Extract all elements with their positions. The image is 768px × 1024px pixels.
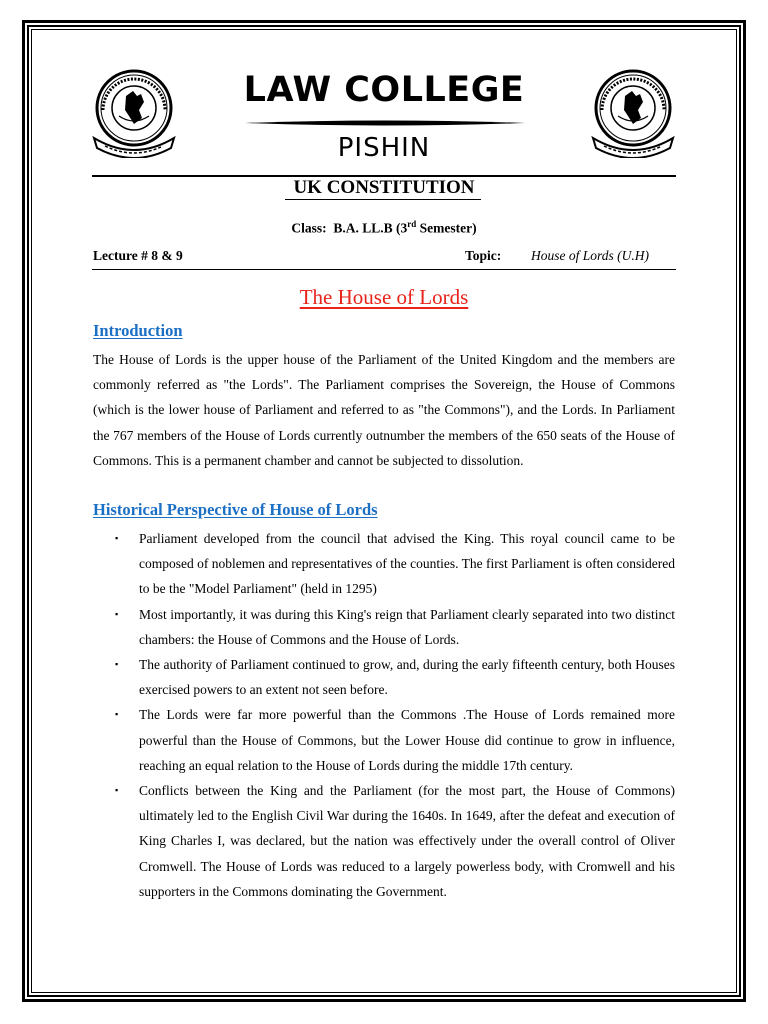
bullet-icon: ▪ [115,709,119,720]
class-value-end: Semester) [416,220,477,236]
document-title [93,283,675,311]
introduction-heading: Introduction [93,321,183,340]
document-title-text: The House of Lords [299,285,469,309]
class-label: Class: [291,220,327,236]
list-item [93,702,675,778]
list-item-text: The authority of Parliament continued to grow, and, during the early fifteenth century, both Houses exercised powers to an extent not seen before. [139,657,675,698]
class-value: B.A. LL.B (3 [333,220,408,236]
course-title-underline [285,199,481,200]
list-item [93,602,675,652]
campus-name: PISHIN [337,133,431,163]
list-item [93,652,675,702]
list-item-text: Most importantly, it was during this King's reign that Parliament clearly separated into two distinct chambers: the House of Commons and the House of Lords. [139,606,675,647]
topic-label: Topic: [465,248,502,263]
list-item [93,526,675,602]
lecture-number: Lecture # 8 & 9 [93,248,183,263]
bullet-icon: ▪ [115,533,119,543]
class-info [93,215,675,238]
lecture-rule [92,269,676,270]
college-name: LAW COLLEGE [243,70,525,110]
introduction-paragraph: The House of Lords is the upper house of the Parliament of the United Kingdom and the members are commonly referred as "the Lords". The Parliament comprises the Sovereign, the House of Commons (which is the lower house of Parliament and referred to as "the Commons"), and the Lords. In Parliament the 767 members of the House of Lords currently outnumber the members of the 650 seats of the House of Commons. This is a permanent chamber and cannot be subjected to dissolution. [93,352,675,468]
history-list [93,526,675,904]
course-title: UK CONSTITUTION [293,177,475,198]
bullet-icon: ▪ [115,785,119,796]
topic-value: House of Lords (U.H) [531,248,649,263]
bullet-icon: ▪ [115,659,119,670]
document-header [93,58,675,176]
class-superscript: rd [407,219,417,229]
title-divider [245,116,525,130]
history-heading: Historical Perspective of House of Lords [93,500,378,519]
lecture-row [93,246,675,266]
bullet-icon: ▪ [115,608,119,619]
list-item [93,778,675,904]
list-item-text: Parliament developed from the council that advised the King. This royal council came to be composed of noblemen and representatives of the counties. The first Parliament is often considered to be the "Model Parliament" (held in 1295) [139,531,675,597]
list-item-text: Conflicts between the King and the Parliament (for the most part, the House of Commons) ultimately led to the English Civil War during the 1640s. In 1649, after the defeat and execution of King Charles I, was declared, but the nation was effectively under the overall control of Oliver Cromwell. The House of Lords was reduced to a largely powerless body, with Cromwell and his supporters in the Commons dominating the Government. [139,783,675,899]
document-body [93,58,675,899]
list-item-text: The Lords were far more powerful than the Commons .The House of Lords remained more powerful than the House of Commons, but the Lower House did continue to grow in influence, reaching an equal relation to the House of Lords during the middle 17th century. [139,707,675,773]
